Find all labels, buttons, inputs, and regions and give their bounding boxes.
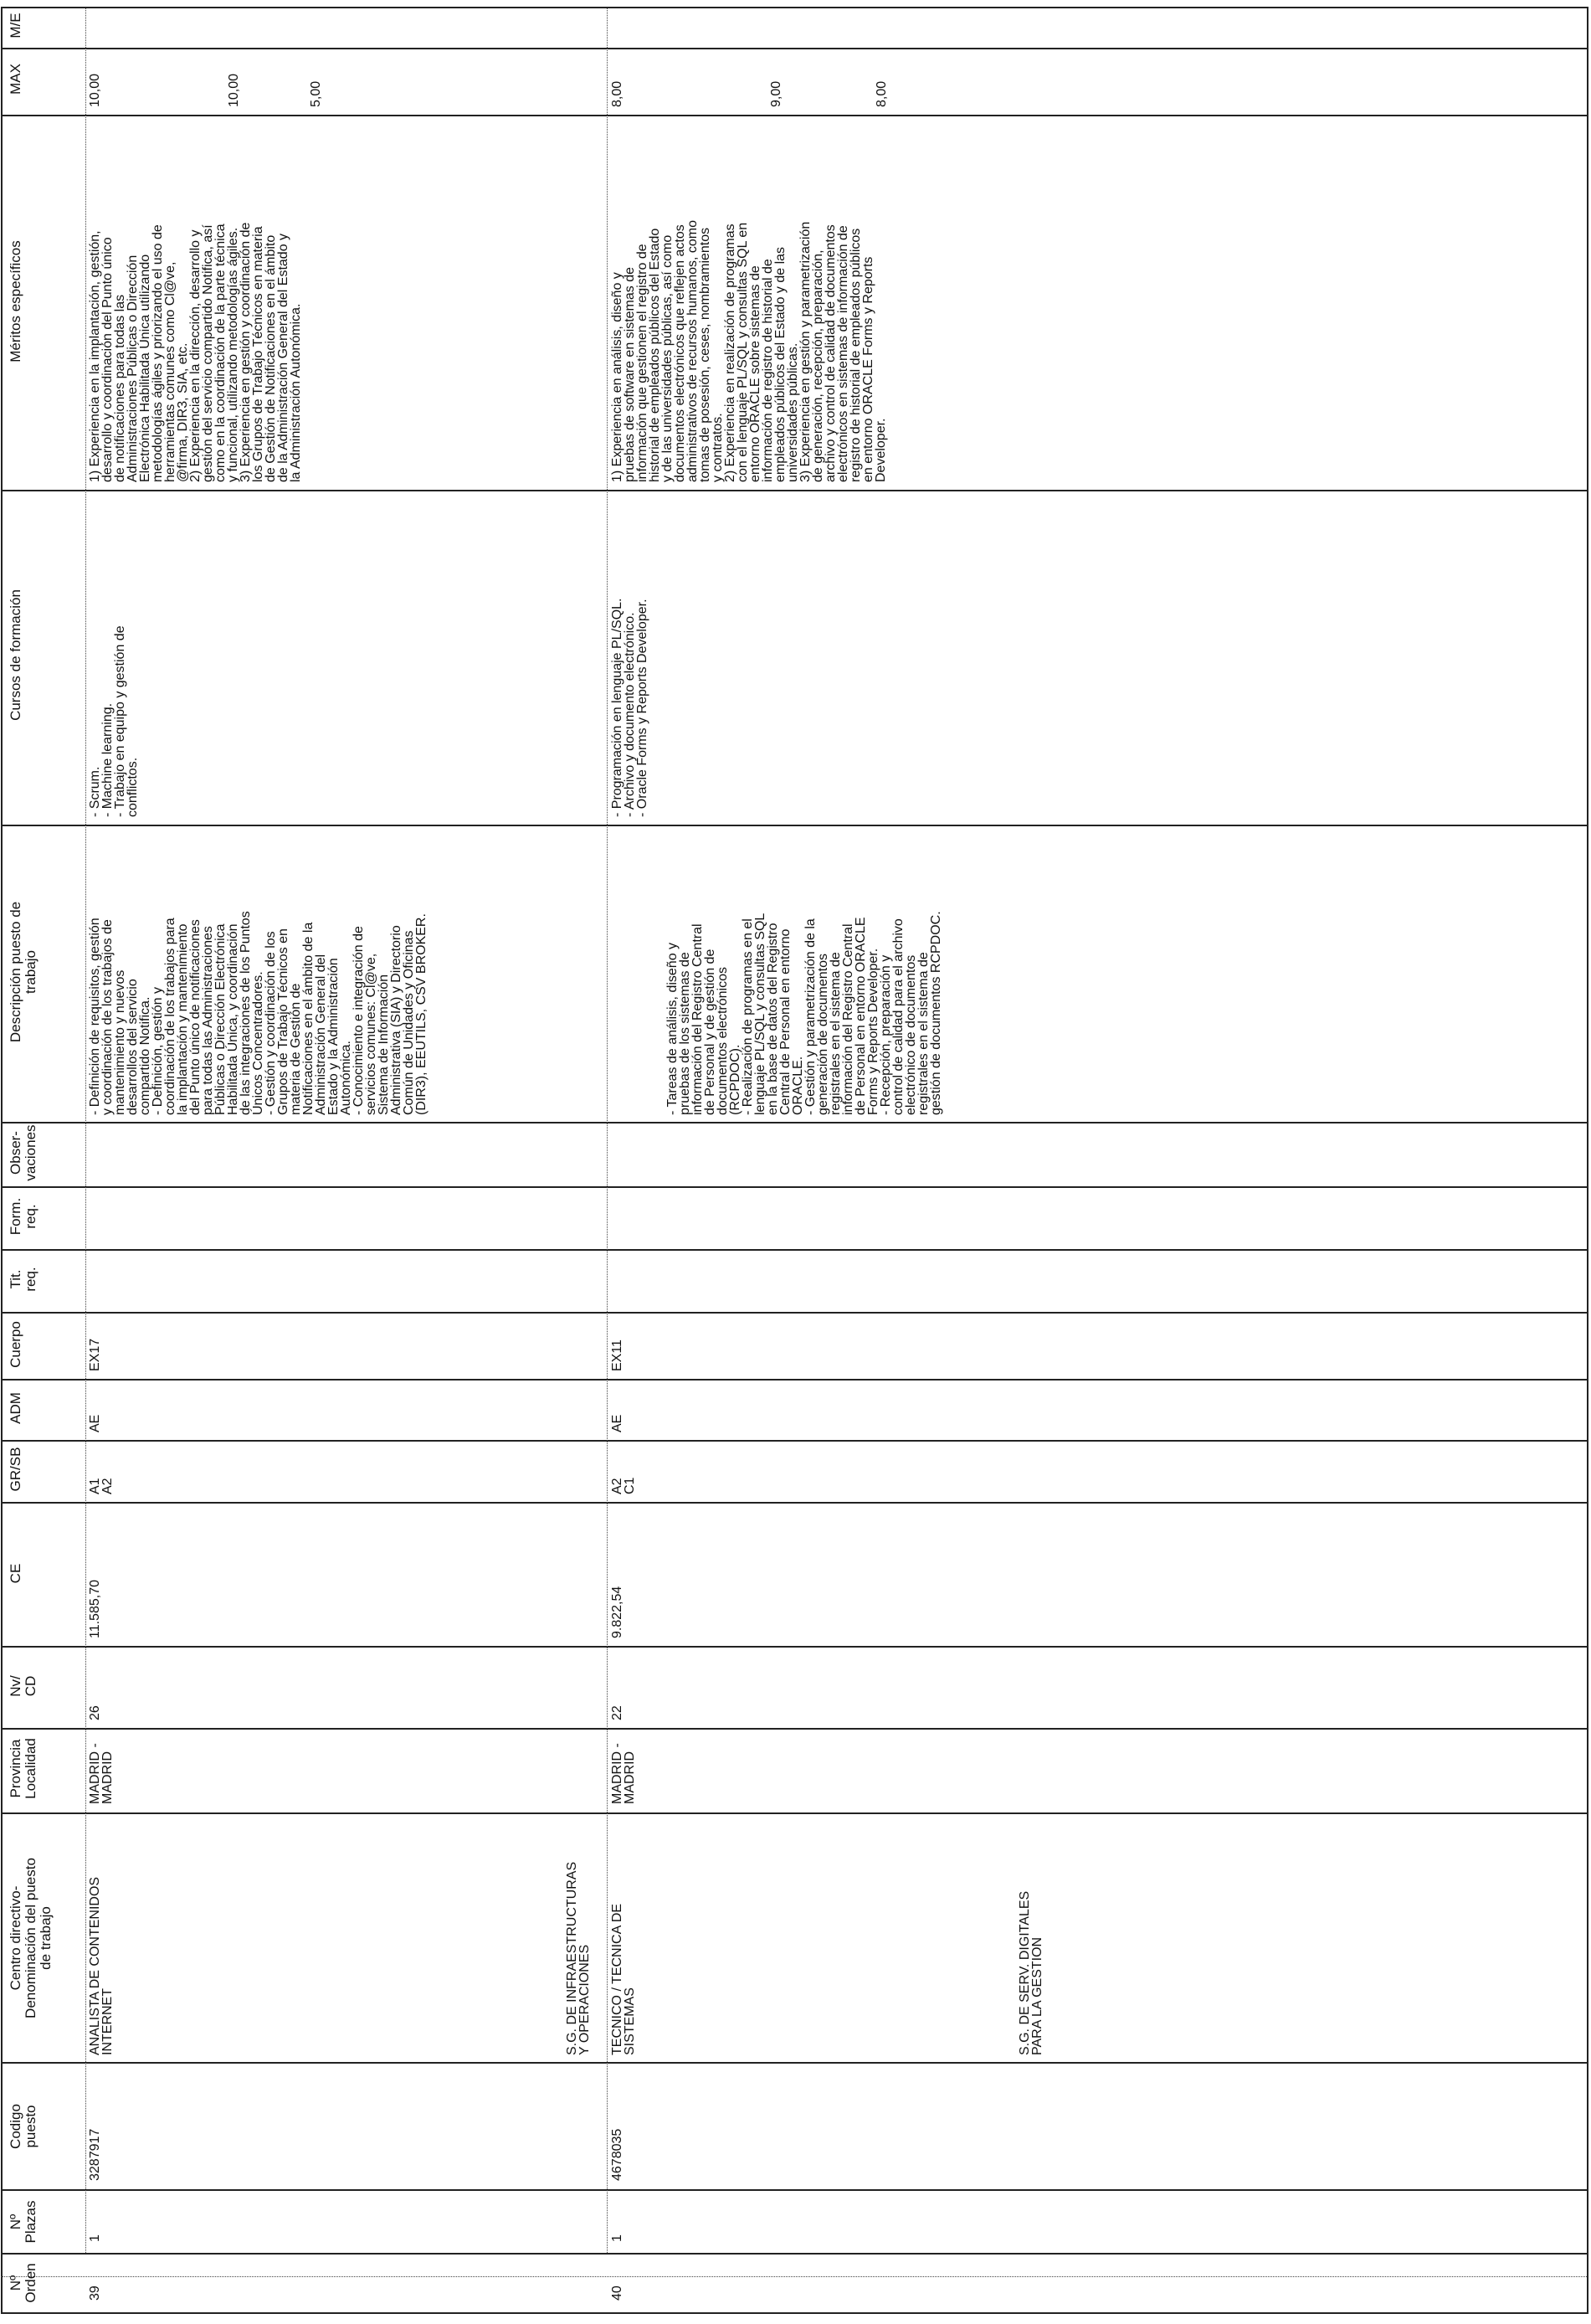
col-line — [1, 1440, 1588, 1442]
next-centro-group: S.G. DE SERV. DIGITALES PARA LA GESTION — [1018, 1890, 1044, 2055]
header-orden: Nº Orden — [8, 2263, 38, 2303]
col-line — [1, 1379, 1588, 1381]
row40-nv: 22 — [610, 1705, 624, 1720]
row39-descripcion: - Definición de requisitos, gestión y coordinación de los trabajos de mantenimiento y nuevos desarrollos del servicio compartido Notifica. - Definición, gestión y coordinación de los trabajos para la implantación y mantenimiento del Punto único de notificaciones para todas las Administraciones Públicas o Dirección Electrónica Habilitada Única, y coordinación de las integraciones de los Puntos Únicos Concentradores. - Gestión y coordinación de los Grupos de Trabajo Técnicos en materia de Gestión de Notificaciones en el ámbito de la Administración General del Estado y la Administración Autonómica. - Conocimiento e integración de servicios comunes: Cl@ve, Sistema de Información Administrativa (SIA) y Directorio Común de Unidades y Oficinas (DIR3), EEUTILS, CSV BROKER. — [88, 911, 429, 1115]
header-plazas-cell: Nº Plazas — [8, 2200, 38, 2244]
row40-cursos: - Programación en lenguaje PL/SQL. - Archivo y documento electrónico. - Oracle Forms y Reports Developer. — [610, 598, 649, 817]
header-cuerpo: Cuerpo — [8, 1321, 23, 1368]
header-separator — [1, 2253, 1588, 2255]
header-adm: ADM — [8, 1392, 23, 1424]
header-max: MAX — [8, 64, 23, 95]
col-line — [1, 1812, 1588, 1814]
col-line — [1, 1122, 1588, 1123]
header-cursos: Cursos de formación — [8, 589, 23, 721]
row39-ce: 11.585,70 — [88, 1580, 102, 1638]
row-separator — [1, 2276, 1587, 2277]
row39-adm: AE — [88, 1414, 102, 1432]
row40-provincia: MADRID - MADRID — [610, 1743, 637, 1804]
header-obs: Obser- vaciones — [8, 1124, 38, 1181]
row-separator — [85, 8, 86, 2253]
row40-descripcion: - Tareas de análisis, diseño y pruebas de los sistemas de información del Registro Central de Personal y de gestión de documentos electrónicos (RCPDOC). - Realización de programas en el lenguaje PL/SQL y consultas SQL en la base de datos del Registro Central de Personal en entorno ORACLE. - Gestión y parametrización de la generación de documentos registrales en el sistema de información del Registro Central de Personal en entorno ORACLE Forms y Reports Developer. - Recepción, preparación y control de calidad para el archivo electrónico de documentos registrales en el sistema de gestión de documentos RCPDOC. — [665, 911, 943, 1115]
row40-plazas: 1 — [610, 2234, 624, 2242]
col-line — [1, 1646, 1588, 1648]
col-line — [1, 1312, 1588, 1314]
row39-meritos: 1) Experiencia en la implantación, gestión, desarrollo y coordinación del Punto único de notificaciones para todas las Administraciones Públicas o Dirección Electrónica Habilitada Única utilizando metodologías ágiles y priorizando el uso de herramientas comunes como Cl@ve, @firma, DIR3, SIA, etc. 2) Experiencia en la dirección, desarrollo y gestión del servicio compartido Notifica, así como en la coordinación de la parte técnica y funcional, utilizando metodologías ágiles. 3) Experiencia en gestión y coordinación de los Grupos de Trabajo Técnicos en materia de Gestión de Notificaciones en el ámbito de la Administración General del Estado y la Administración Autonómica. — [88, 222, 303, 482]
header-provincia: Provincia Localidad — [8, 1738, 38, 1799]
col-line — [1, 1249, 1588, 1251]
header-nv: Nv/ CD — [8, 1675, 38, 1697]
header-descripcion: Descripción puesto de trabajo — [8, 901, 38, 1043]
row40-adm: AE — [610, 1414, 624, 1432]
row39-max-1: 10,00 — [88, 73, 102, 107]
table-top-border — [1, 7, 1588, 8]
row40-max-3: 8,00 — [875, 80, 889, 107]
row39-provincia: MADRID - MADRID — [88, 1743, 115, 1804]
row39-orden: 39 — [88, 2285, 102, 2301]
col-line — [1, 1728, 1588, 1730]
row40-gr: A2 C1 — [610, 1477, 637, 1494]
row40-max-2: 9,00 — [769, 80, 783, 107]
row39-max-2: 10,00 — [227, 73, 241, 107]
row39-plazas: 1 — [88, 2234, 102, 2242]
row-separator — [607, 8, 608, 2253]
col-line — [1, 1502, 1588, 1504]
header-gr: GR/SB — [8, 1447, 23, 1492]
col-line — [1, 2062, 1588, 2064]
row40-max-1: 8,00 — [610, 80, 624, 107]
header-meritos: Méritos específicos — [8, 240, 23, 362]
table-left-border — [1, 7, 3, 2314]
header-centro: Centro directivo- Denominación del puesto de trabajo — [8, 1858, 54, 2018]
header-codigo: Codigo puesto — [8, 2104, 38, 2149]
header-form: Form. req. — [8, 1197, 38, 1236]
header-ce: CE — [8, 1563, 23, 1584]
table-bottom-border — [1, 2312, 1588, 2314]
row39-gr: A1 A2 — [88, 1478, 115, 1494]
row40-orden: 40 — [610, 2285, 624, 2301]
row40-meritos: 1) Experiencia en análisis, diseño y pruebas de software en sistemas de información que gestionen el registro de historial de empleados públicos del Estado y de las universidades públicas, así como documentos electrónicos que reflejen actos administrativos de recursos humanos, como tomas de posesión, ceses, nombramientos y contratos. 2) Experiencia en realización de programas con el lenguaje PL/SQL y consultas SQL en entorno ORACLE sobre sistemas de información de registro de historial de empleados públicos del Estado y de las universidades públicas. 3) Experiencia en gestión y parametrización de generación, recepción, preparación, archivo y control de calidad de documentos electrónicos en sistemas de información de registro de historial de empleados públicos en entorno ORACLE Forms y Reports Developer. — [610, 219, 888, 482]
row39-centro: ANALISTA DE CONTENIDOS INTERNET — [88, 1876, 115, 2055]
header-me: M/E — [8, 13, 23, 39]
row40-codigo: 4678035 — [610, 2128, 624, 2181]
row40-ce: 9.822,54 — [610, 1586, 624, 1638]
col-line — [1, 490, 1588, 491]
row40-cuerpo: EX11 — [610, 1339, 624, 1371]
row39-cuerpo: EX17 — [88, 1338, 102, 1371]
row40-centro-group: S.G. DE INFRAESTRUCTURAS Y OPERACIONES — [565, 1861, 592, 2055]
row40-centro: TECNICO / TECNICA DE SISTEMAS — [610, 1903, 637, 2055]
header-tit: Tit. req. — [8, 1267, 38, 1292]
row39-nv: 26 — [88, 1705, 102, 1720]
row39-codigo: 3287917 — [88, 2128, 102, 2181]
row39-max-3: 5,00 — [309, 80, 323, 107]
col-line — [1, 2189, 1588, 2191]
table-right-border — [1587, 7, 1588, 2314]
row39-cursos: - Scrum. - Machine learning. - Trabajo en equipo y gestión de conflictos. — [88, 625, 140, 817]
col-line — [1, 1186, 1588, 1188]
